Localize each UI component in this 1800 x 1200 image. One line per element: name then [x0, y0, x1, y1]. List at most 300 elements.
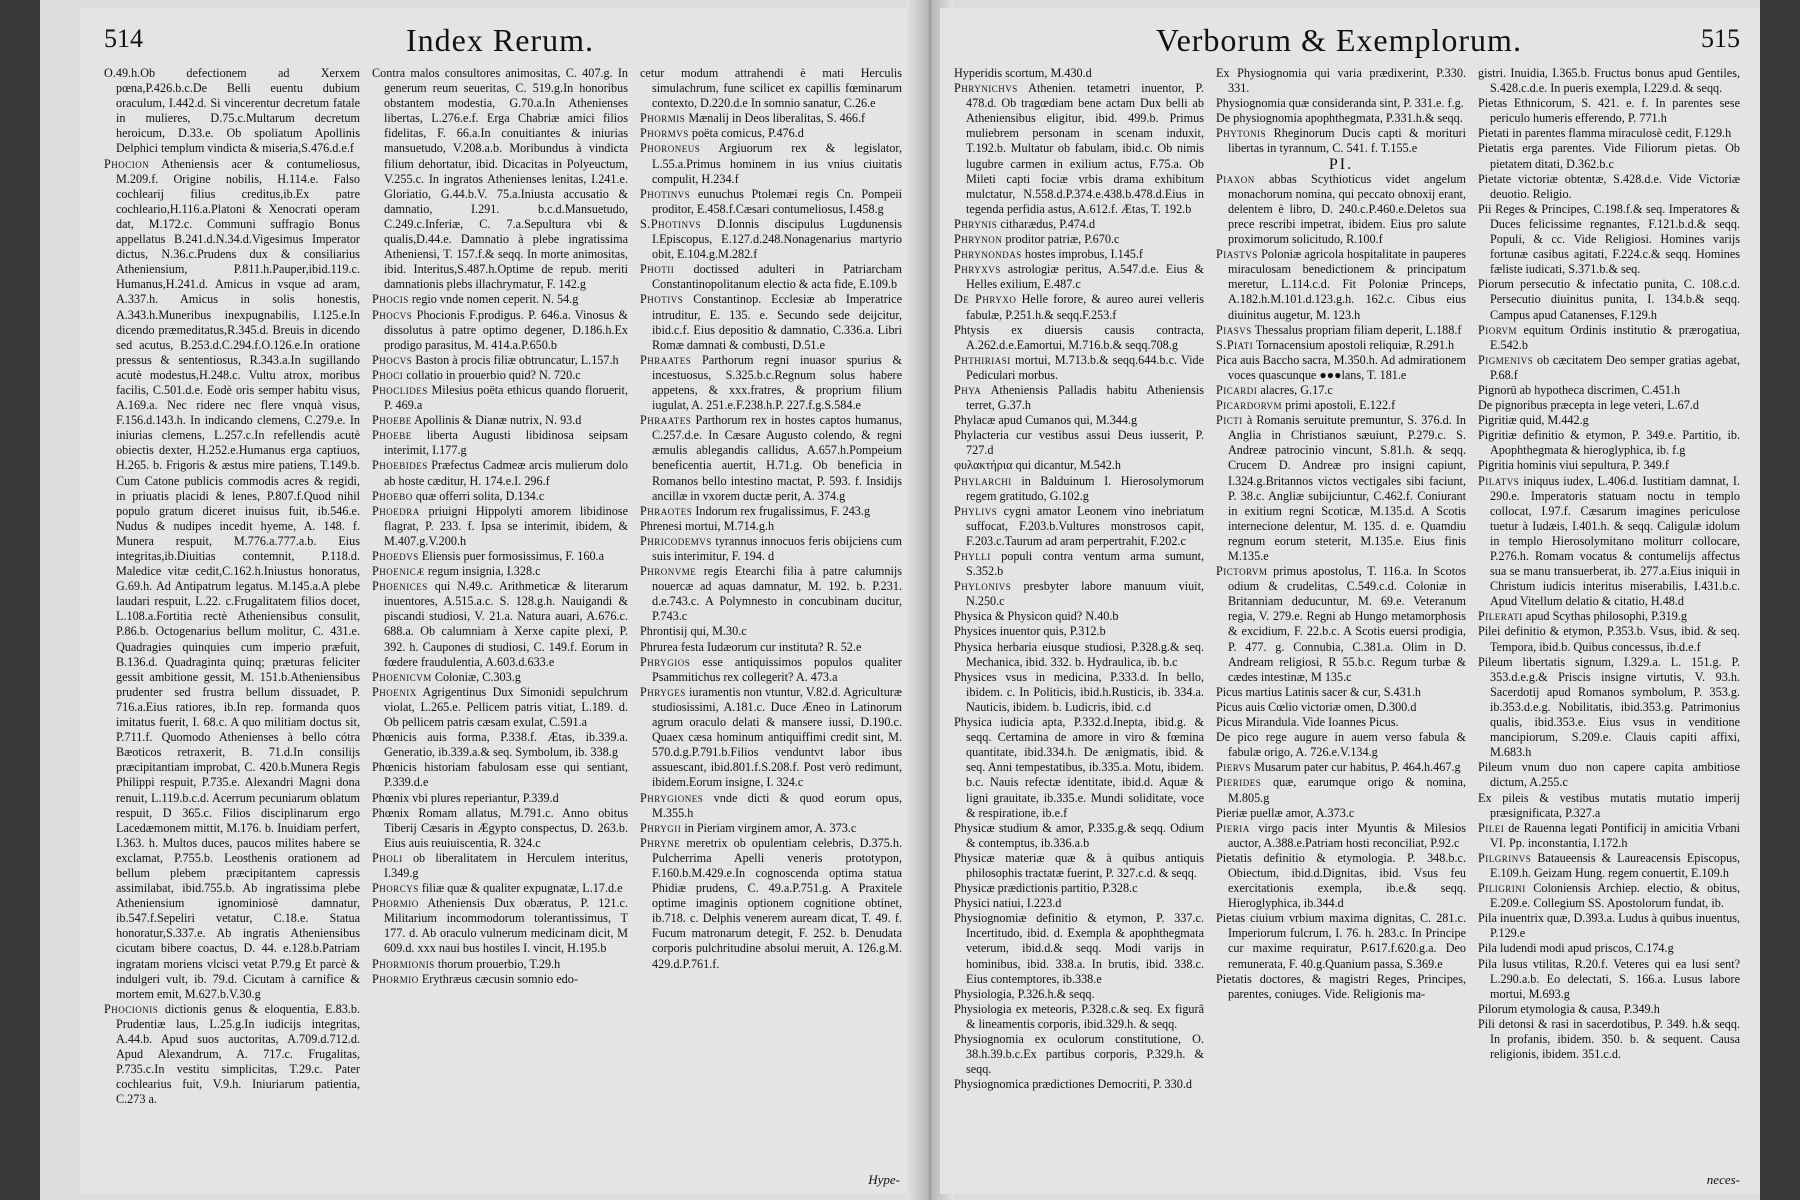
entry-headword: Piaxon [1216, 171, 1255, 186]
entry-text: φυλακτήρια qui dicantur, M.542.h [954, 458, 1122, 473]
right-page-header [940, 22, 1760, 62]
index-entry [954, 428, 1204, 458]
entry-headword: Phorcys [372, 881, 419, 896]
index-entry [954, 383, 1204, 413]
index-entry [1216, 383, 1466, 398]
entry-text: Phylacæ apud Cumanos qui, M.344.g [954, 413, 1138, 428]
index-entry [372, 957, 628, 972]
entry-text: Phtysis ex diuersis causis contracta, A.262.d.e.Eamortui, M.716.b.& seqq.708.g [954, 322, 1204, 352]
entry-text: Pileum vnum duo non capere capita ambitiose dictum, A.255.c [1478, 760, 1740, 790]
entry-text: collatio in prouerbio quid? N. 720.c [403, 367, 581, 382]
entry-headword: Pholi [372, 850, 403, 865]
entry-headword: Phoebe [372, 413, 412, 428]
entry-headword: Pilei [1478, 820, 1505, 835]
entry-text: regis Etearchi filia à patre calumnijs nouercæ ad aquas damnatur, M. 192. b. P.231. d.e.743.c. A Polymnesto in concubinam ducitur, P.743.c [652, 564, 902, 624]
index-entry [372, 896, 628, 956]
entry-text: iuramentis non vtuntur, V.82.d. Agriculturæ studiosissimi, A.181.c. Duce Æneo in Latinorum agrum oraculo delati & mansere iussi, D.190.c. Quaex cæsa hominum antiquiffimi credit sint, M. 570.d.g.P.791.b.Filios venduntvt labor ibus assuescant, ibid.801.f.S.208.f. Post verò redimunt, ibidem.Eorum insigne, I. 324.c [652, 684, 902, 790]
entry-text: Phœnix vbi plures reperiantur, P.339.d [372, 790, 559, 805]
entry-text: Eliensis puer formosissimus, F. 160.a [418, 549, 604, 563]
entry-headword: Photivs [640, 292, 684, 307]
index-entry [1216, 111, 1466, 126]
entry-text: citharædus, P.474.d [997, 216, 1096, 231]
entry-headword: Phrygiones [640, 790, 704, 805]
entry-headword: Piervs [1216, 760, 1252, 775]
entry-text: Pila ludendi modi apud priscos, C.174.g [1478, 941, 1674, 956]
entry-headword: Pilatvs [1478, 473, 1520, 488]
index-entry [372, 851, 628, 881]
entry-text: gistri. Inuidia, I.365.b. Fructus bonus apud Gentiles, S.428.c.d.e. In pueris exempla, I.229.d. & seqq. [1478, 66, 1740, 96]
index-entry [1478, 851, 1740, 881]
index-entry [1216, 972, 1466, 1002]
entry-text: Bataueensis & Laureacensis Episcopus, E.109.h. Geizam Hung. regem conuertit, E.109.h [1490, 850, 1740, 880]
entry-headword: Piastvs [1216, 247, 1258, 262]
entry-text: De physiognomia apophthegmata, P.331.h.& seqq. [1216, 111, 1463, 126]
entry-text: in Pieriam virginem amor, A. 373.c [681, 820, 857, 835]
index-entry [954, 81, 1204, 217]
entry-headword: Piligrini [1478, 881, 1526, 896]
index-entry [1478, 277, 1740, 322]
entry-text: Phocionis F.prodigus. P. 646.a. Vinosus & dissolutus à patre optimo degener, D.186.h.Ex prodigo parasitus, M. 414.a.P.650.b [384, 307, 628, 352]
index-entry [372, 368, 628, 383]
entry-text: Physiologia, P.326.h.& seqq. [954, 986, 1095, 1001]
entry-headword: Phya [954, 382, 982, 397]
index-entry [1216, 911, 1466, 971]
entry-headword: Phoroneus [640, 141, 701, 156]
entry-headword: Phylivs [954, 503, 998, 518]
index-column [1478, 66, 1740, 1062]
entry-text: Phœnix Romam allatus, M.791.c. Anno obitus Tiberij Cæsaris in Ægypto conspectus, D. 263.b. Eius auis reuiuiscentia, R. 324.c [372, 805, 628, 850]
entry-text: Picus martius Latinis sacer & cur, S.431.h [1216, 684, 1421, 699]
entry-text: Pigritia hominis viui sepultura, P. 349.f [1478, 458, 1669, 473]
entry-text: alacres, G.17.c [1257, 382, 1333, 397]
index-entry [1216, 564, 1466, 685]
index-entry [1216, 323, 1466, 338]
index-column [640, 66, 902, 972]
entry-text: Pii Reges & Principes, C.198.f.& seq. Imperatores & Duces felicissime regnantes, F.121.b.d.& seqq. Populi, & cc. Vide Religiosi. Homines varijs fortunæ casibus agitati, F.224.c.& seqq. Homines fæliste iudicati, S.371.b.& seq. [1478, 201, 1740, 277]
index-entry [1478, 881, 1740, 911]
entry-headword: Piasvs [1216, 322, 1252, 337]
entry-text: iniquus iudex, L.406.d. Iustitiam damnat, I. 290.e. Imperatoris statuam noctu in templo collocat, I.97.f. Cæsarum imagines periculose tuetur à Iudæis, I.401.h. & seqq. Caligulæ idolum in templo Hierosolymitano moliturr collocare, P.276.h. Romam vocatus & contumelijs affectus sua se manu transuerberat, ib. 277.a.Eius iniquii in Christum iudicis interitus miserabilis, I.431.b.c. Apud Vitellum delatio & citatio, H.48.d [1490, 473, 1740, 609]
index-entry [1478, 458, 1740, 473]
entry-text: liberta Augusti libidinosa seipsam interimit, I.177.g [384, 428, 628, 458]
entry-text: Atheniensis Palladis habitu Atheniensis terret, G.37.h [966, 382, 1204, 413]
entry-text: Pietas ciuium vrbium maxima dignitas, C. 281.c. Imperiorum fulcrum, I. 76. h. 283.c. In Principe cur maxime requiratur, P.617.f.620.g.a. Deo remunerata, F. 40.g.Quanium passa, S.369.e [1216, 911, 1466, 971]
index-entry [372, 685, 628, 730]
index-entry [1216, 806, 1466, 821]
entry-text: Pila lusus vtilitas, R.20.f. Veteres qui ea lusi sent? L.290.a.b. Eo delectati, S. 166.a. Lusus labore mortui, M.693.g [1478, 956, 1740, 1001]
entry-text: Picus Mirandula. Vide Ioannes Picus. [1216, 715, 1399, 730]
index-entry [640, 640, 902, 655]
entry-text: filiæ quæ & qualiter expugnatæ, L.17.d.e [418, 881, 623, 896]
entry-text: Apollinis & Dianæ nutrix, N. 93.d [411, 413, 582, 428]
entry-text: Hyperidis scortum, M.430.d [954, 66, 1092, 80]
index-entry [1478, 141, 1740, 171]
entry-text: Piorum persecutio & infectatio punita, C. 108.c.d. Persecutio diuinitus punita, I. 134.b.& seqq. Campus apud Catanenses, F.129.h [1478, 277, 1740, 322]
entry-headword: Phrynondas [954, 247, 1022, 262]
page-number: 515 [1701, 24, 1740, 53]
entry-text: Parthorum rex in hostes captos humanus, C.257.d.e. In Cæsare Augusto colendo, & regni æmulis ablegandis callidus, A.657.h.Pompeium beneficentia auertit, H.71.g. Ob beneficia in Romanos bello intestino mactat, P. 593. f. Insidijs ancillæ in vxorem ductæ perit, A. 374.g [652, 413, 902, 503]
entry-headword: Photinvs [640, 186, 691, 201]
entry-text: Athenien. tetametri inuentor, P. 478.d. Ob tragœdiam bene actam Dux belli ab Atheniensibus eligitur, ibid. 499.b. Primus muliebrem personam in scenam induxit, T.192.b. Multatur ob fabulam, ibid.c. Ob nimis lugubre carmen in exilium actus, F.75.a. Ob Mileti capti fociæ vrbis drama exhibitum mulctatur, N.558.d.P.374.e.438.b.478.d.Eius in tegenda perfidia astus, A.612.f. Ætas, T. 192.b [966, 81, 1204, 216]
entry-text: Phœnicis historiam fabulosam esse qui sentiant, P.339.d.e [372, 760, 628, 790]
entry-text: presbyter labore manuum viuit, N.250.c [966, 579, 1204, 609]
index-entry [1478, 66, 1740, 96]
index-entry [1478, 96, 1740, 126]
index-entry [954, 474, 1204, 504]
index-entry [1478, 911, 1740, 941]
entry-text: Pili detonsi & rasi in sacerdotibus, P. 349. h.& seqq. In profanis, ibidem. 350. b. & sequent. Causa religionis, ibidem. 351.c.d. [1478, 1016, 1740, 1062]
entry-text: Phrurea festa Iudæorum cur instituta? R. 52.e [640, 639, 862, 654]
entry-text: Contra malos consultores animositas, C. 407.g. In generum reum seueritas, C. 519.g.In honoribus obstantem modestia, G.70.a.In Athenienses libertas, L.276.e.f. Erga Chabriæ amici filios fidelitas, F. 66.a.In conuitiantes & iniurias mansuetudo, V.208.a.b. Moribundus à vindicta filium dehortatur, ibid. Dicacitas in Polyeuctum, V.255.c. In ingratos Athenienses lenitas, I.241.e. Gloriatio, G.44.b.V. 75.a.Iniusta accusatio & damnatio, I.291. b.c.d.Mansuetudo, C.249.c.Inferiæ, C. 7.a.Sepultura vbi & qualis,D.44.e. Damnatio à plebe ingratissima Atheniensi, T. 157.f.& seqq. In morte animositas, ibid. Interitus,S.487.h.Optime de repub. meriti damnationis plebs illachrymatur, F. 142.g [372, 66, 628, 292]
entry-text: populi contra ventum arma sumunt, S.352.b [966, 549, 1204, 579]
index-entry [1216, 821, 1466, 851]
index-entry [954, 549, 1204, 579]
index-entry [372, 489, 628, 504]
entry-text: Tornacensium apostoli reliquiæ, R.291.h [1253, 337, 1455, 352]
catchword: neces- [1706, 1172, 1740, 1187]
entry-text: ob liberalitatem in Herculem interitus, I.349.g [384, 850, 628, 880]
entry-headword: Phocvs [372, 352, 413, 367]
index-entry [372, 504, 628, 549]
entry-headword: Phoedvs [372, 549, 419, 563]
entry-headword: Phocion [104, 156, 150, 171]
entry-headword: Phormvs [640, 126, 689, 141]
book-spread [40, 0, 1760, 1200]
entry-headword: Picardi [1216, 382, 1258, 397]
index-entry [372, 972, 628, 987]
index-entry [372, 428, 628, 458]
entry-text: thorum prouerbio, T.29.h [434, 956, 561, 971]
entry-headword: Phryges [640, 684, 686, 699]
entry-headword: Phoedra [372, 503, 420, 518]
entry-text: esse antiquissimos populos qualiter Psammitichus rex collegerit? A. 473.a [652, 654, 902, 684]
index-entry [372, 66, 628, 292]
left-page [80, 8, 920, 1194]
index-entry [640, 141, 902, 186]
index-entry [640, 187, 902, 217]
entry-headword: Phormis [640, 111, 686, 126]
entry-text: O.49.h.Ob defectionem ad Xerxem pœna,P.426.b.c.De Belli euentu dubium oraculum, I.442.d. Si vincerentur decretum fatale in mulieres, D.75.c.Multarum decretum heroicum, D.33.e. Ob spoliatum Apollinis Delphici templum vindicta & miseria,S.476.d.e.f [104, 66, 360, 156]
entry-text: cetur modum attrahendi è mati Herculis simulachrum, fune scilicet ex capillis fœminarum contexto, D.220.d.e In somnio sanatur, C.26.e [640, 66, 902, 111]
index-entry [372, 760, 628, 790]
entry-text: Physiologia ex meteoris, P.328.c.& seq. Ex figurâ & lineamentis corporis, ibid.329.h. & seqq. [954, 1001, 1204, 1031]
entry-headword: Phrynon [954, 232, 1003, 247]
index-column [372, 66, 628, 987]
entry-text: quæ, earumque origo & nomina, M.805.g [1228, 775, 1466, 805]
entry-text: Pigritiæ quid, M.442.g [1478, 413, 1589, 428]
index-entry [1478, 323, 1740, 353]
index-entry [954, 323, 1204, 353]
index-column [104, 66, 360, 1107]
index-entry [954, 579, 1204, 609]
index-entry [372, 458, 628, 488]
entry-text: Indorum rex frugalissimus, F. 243.g [692, 503, 871, 518]
index-entry [1478, 941, 1740, 956]
index-entry [1478, 609, 1740, 624]
index-entry [954, 624, 1204, 639]
entry-headword: Picti [1216, 413, 1243, 428]
entry-text: Physica iudicia apta, P.332.d.Inepta, ibid.g. & seqq. Certamina de amore in viro & fœmina quantitate, ibid.334.h. De ænigmatis, ibid. & seq. Anni tempestatibus, ib.335.a. Motu, ibidem. b.c. Nauis refectæ identitate, ibid.d. Aquæ & ligni grauitate, ib.335.e. Mundi soliditate, voce & respiratione, ib.e.f [954, 715, 1204, 820]
entry-text: equitum Ordinis institutio & prærogatiua, E.542.b [1490, 322, 1740, 352]
entry-headword: Phytonis [1216, 126, 1267, 141]
entry-text: regio vnde nomen ceperit. N. 54.g [408, 292, 579, 307]
right-page [940, 8, 1760, 1194]
index-entry [954, 217, 1204, 232]
entry-headword: De Phryxo [954, 292, 1017, 307]
entry-text: qui N.49.c. Arithmeticæ & literarum inuentores, A.515.a.c. S. 128.g.h. Nauigandi & piscandi studiosi, V. 21.a. Natura auari, A.676.c. 688.a. Ob calumniam à Xerxe capite plexi, P. 392. h. Caupones di studiosi, C. 149.f. Eorum in fœdere fraudulentia, A.603.d.633.e [384, 579, 628, 669]
index-entry [372, 383, 628, 413]
entry-text: Pietate victoriæ obtentæ, S.428.d.e. Vide Victoriæ deuotio. Religio. [1478, 171, 1740, 201]
index-entry [1216, 96, 1466, 111]
entry-headword: Phoebo [372, 488, 413, 503]
index-column [954, 66, 1204, 1092]
entry-text: Parthorum regni inuasor spurius & incestuosus, S.325.b.c.Regnum solus habere appetens, & xxx.fratres, & proprium filium iugulat, A. 251.e.F.238.h.P. 227.f.g.S.584.e [652, 352, 902, 413]
entry-text: primus apostolus, T. 116.a. In Scotos odium & crudelitas, C.549.c.d. Coloniæ in Britanniam deducuntur, M. 69.e. Veteranum regia, V. 279.e. Regni ab Hungo metamorphosis & excidium, F. 22.b.c. A Scotis euersi prodigia, P. 477. g. Connubia, C.381.a. Olim in D. Andream religiosi, R 55.b.c. Regum turbæ & cædes intestinæ, M 135.c [1228, 564, 1466, 684]
page-number: 514 [104, 24, 143, 53]
running-title: Index Rerum. [406, 22, 594, 58]
entry-headword: Pilgrinvs [1478, 850, 1532, 865]
entry-headword: Phrynichvs [954, 81, 1018, 96]
index-entry [954, 609, 1204, 624]
entry-text: regum insignia, I.328.c [424, 564, 541, 579]
left-page-header [80, 22, 920, 62]
index-entry [640, 217, 902, 262]
entry-text: Coloniensis Archiep. electio, & obitus, E.209.e. Collegium SS. Apostolorum fundat, ib. [1490, 881, 1740, 911]
entry-text: abbas Scythioticus videt angelum monachorum nomina, qui peccato obnoxij erant, delentem è libro, D. 240.c.P.460.e.Deletos sua prece rescribi impetrat, ibidem. Eius pro salute proximorum solicitudo, R.100.f [1228, 171, 1466, 247]
index-entry [372, 564, 628, 579]
index-entry [1478, 791, 1740, 821]
index-entry [640, 353, 902, 413]
entry-text: Pigritiæ definitio & etymon, P. 349.e. Partitio, ib. Apophthegmata & hieroglyphica, ib. f.g [1478, 428, 1740, 458]
index-entry [372, 413, 628, 428]
index-entry [954, 413, 1204, 428]
index-entry [1478, 126, 1740, 141]
entry-headword: Phylli [954, 549, 991, 563]
entry-headword: Phoenicvm [372, 669, 432, 684]
entry-text: Musarum pater cur habitus, P. 464.h.467.g [1251, 760, 1461, 775]
index-entry [1216, 760, 1466, 775]
index-entry [1478, 398, 1740, 413]
entry-text: Atheniensis acer & contumeliosus, M.209.f. Origine nobilis, H.114.e. Falso cochlearij filius creditus,ib.Ex patre cochleario,H.116.a.Platoni & Xenocrati operam dat, M.172.c. Communi suffragio Bonus appellatus B.241.d.N.34.d.Vigesimus Imperator dictus, N.36.c.Prudens dux & consiliarius Atheniensium, P.811.h.Pauper,ibid.119.c. Humanus,H.241.d. Amicus in vsque ad aram, A.337.h. Amicus in solis honestis, A.343.h.Muneribus inexpugnabilis, I.125.e.In dicendo præmeditatus,R.345.d. Breuis in dicendo sed acutus, B.253.d.C.294.f.O.126.e.In oratione pressus & sententiosus, R.343.a.In sugillando acutè modestus,H.248.c. Vultu atrox, moribus facilis, C.501.d.e. Eodè oris semper habitu visus, A.169.a. Nec ridere nec flere vnquà visus, F.156.d.143.h. In indicando clemens, C.279.e. In iniurias clemens, L.257.c.In refellendis acutè obiectis dexter, H.252.e.Humanus erga captiuos, H.265. b. Frigoris & æstus mire patiens, T.149.b. Cum Catone publicis commodis acres & regidi, in priuatis placidi & lenes, P.807.f.Quod nihil populo gratum diceret inuisus fuit, ib.546.e. Nudus & nudipes incedit hyeme, A. 148. f. Munera respuit, M.776.a.777.a.b. Eius integritas,ib.Diuitias contemnit, P.118.d. Maledice vitæ cedit,C.162.h.Iniustus honoratus, G.69.h. Ad Antipatrum legatus. M.145.a.A plebe laudari respuit, L.22. c.Frugalitatem filios docet, L.108.a.Fortitia rectè Atheniensibus consulit, P.86.b. Octogenarius bellum molitur, C. 431.e. Quadragies quinquies cum imperio præfuit, B.136.d. Quadraginta quinq; præturas feliciter gessit ambitione gessit, M. 151.b.Atheniensibus prudenter sed frustra bellum dissuadet, P. 716.a.Eius ratiores, ib.In rep. formanda quos imitatus fuerit, I. 68.c. A quo militiam doctus sit, P.711.f. Quomodo Athenienses à bello cótra Bæoticos retraxerit, B. 71.d.In consilijs præcipitantiam improbat, C. 420.b.Munera Regis Philippi respuit, P.735.e. Alexandri Magni dona renuit, L.119.b.c.d. Acerrum pecuniarum oblatum respuit, D 365.c. Filios disciplinarum ergo Lacedæmonem mittit, M.176. b. Inuidiam perfert, I.363. h. Multos duces, paucos milites habere se exclamat, P.755.b. Leosthenis orationem ad bellum plebem præcipitantem capressis assimilabat, ibid.755.b. Ab ingratissima plebe Atheniensium ignominiosè damnatur, ib.547.f.Sepeliri vetatur, C.18.e. Statua honoratur,S.337.e. Ab ingratis Atheniensibus cicutam bibere coactus, D. 44. e.128.b.Patriam ingratam moriens vlcisci vetat P.79.g Et parcè & indulgeri vult, ib. 79.d. Cicutam à carnifice & mortem emit, M.627.b.V.30.g [116, 156, 360, 1001]
entry-text: mortui, M.713.b.& seqq.644.b.c. Vide Pediculari morbus. [966, 352, 1204, 382]
entry-headword: Piorvm [1478, 322, 1518, 337]
entry-text: à Romanis seruitute premuntur, S. 376.d. In Anglia in Christianos sæuiunt, P.279.c. S. Andreæ patrocinio vincunt, S.81.h. & seqq. Crucem D. Andreæ pro insigni capiunt, I.324.g.Britannos victos vectigales sibi faciunt, P. 38.c. Angliæ subijciuntur, C.462.f. Coniurant in exitium regni Scoticæ, M.135.d. A Scotis internecione delentur, M. 135. d. e. Quamdiu regnum eorum steterit, M.135.e. Eius finis M.135.e [1228, 413, 1466, 563]
index-entry [954, 821, 1204, 851]
index-entry [372, 292, 628, 307]
entry-text: Physica herbaria eiusque studiosi, P.328.g.& seq. Mechanica, ibid. 332. b. Hydraulica, ib. b.c [954, 639, 1204, 669]
entry-text: dictionis genus & eloquentia, E.83.b. Prudentiæ laus, L.25.g.In iudicijs integritas, A.44.b. Apud suos auctoritas, A.709.d.712.d. Apud Alexandrum, A. 717.c. Frugalitas, P.735.c.In vestitu simplicitas, T.29.c. Pater cochlearius fuit, V.9.h. Iniuriarum patientia, C.273 a. [116, 1001, 360, 1107]
entry-headword: Phoenix [372, 684, 417, 699]
entry-text: Physicæ materiæ quæ & à quibus antiquis philosophis tractatæ fuerint, P. 327.c.d. & seqq. [954, 850, 1204, 880]
entry-text: Pilorum etymologia & causa, P.349.h [1478, 1001, 1660, 1016]
index-entry [954, 896, 1204, 911]
index-entry [640, 624, 902, 639]
entry-text: Phrenesi mortui, M.714.g.h [640, 518, 775, 533]
index-entry [640, 504, 902, 519]
entry-headword: Phoenices [372, 579, 428, 594]
entry-text: De pico rege augure in auem verso fabula & fabulæ origo, A. 726.e.V.134.g [1216, 730, 1466, 760]
entry-text: primi apostoli, E.122.f [1282, 398, 1396, 413]
index-entry [104, 157, 360, 1002]
index-entry [1216, 730, 1466, 760]
entry-text: Agrigentinus Dux Simonidi sepulchrum violat, L.265.e. Pellicem patris vitiat, L.189. d. Ob pellicem patris cæsam exulat, C.591.a [384, 684, 628, 730]
entry-text: Physicæ prædictionis partitio, P.328.c [954, 881, 1138, 896]
entry-headword: Phthiriasi [954, 352, 1011, 367]
entry-headword: Photii [640, 262, 675, 277]
entry-text: Physices vsus in medicina, P.333.d. In bello, ibidem. c. In Politicis, ibid.h.Rusticis, ib. 334.a. Nauticis, ibidem. b. Ludicris, ibid. c.d [954, 669, 1204, 714]
entry-headword: Phrynis [954, 216, 998, 231]
entry-text: Argiuorum rex & legislator, L.55.a.Primus hominem in ius vnius ciuitatis compulit, H.234.f [652, 141, 902, 186]
index-entry [640, 685, 902, 791]
entry-text: Physiognomica prædictiones Democriti, P. 330.d [954, 1077, 1192, 1092]
index-entry [1478, 474, 1740, 610]
index-entry [954, 987, 1204, 1002]
entry-text: Poloniæ agricola hospitalitate in pauperes miraculosam benedictionem & principatum meretur, L.114.c.d. Fit Poloniæ Princeps, A.182.h.M.101.d.123.g.h. 162.c. Cibus eius diuinitus augetur, M. 123.h [1228, 247, 1466, 322]
entry-text: Pica auis Baccho sacra, M.350.h. Ad admirationem voces quascunque ●●●lans, T. 181.e [1216, 352, 1466, 382]
index-entry [1216, 353, 1466, 383]
entry-text: Physiognomia ex oculorum constitutione, O. 38.h.39.b.c.Ex partibus corporis, P.329.h. & seqq. [954, 1032, 1204, 1077]
entry-text: Pilei definitio & etymon, P.353.b. Vsus, ibid. & seq. Tempora, ibid.b. Quibus concessus, ib.d.e.f [1478, 624, 1740, 654]
running-title: Verborum & Exemplorum. [1156, 22, 1522, 58]
index-entry [640, 292, 902, 352]
entry-headword: Phoebides [372, 458, 428, 473]
index-entry [954, 292, 1204, 322]
index-entry [1478, 353, 1740, 383]
index-entry [1216, 66, 1466, 96]
entry-text: Physiognomiæ definitio & etymon, P. 337.c. Incertitudo, ibid. d. Exempla & apophthegmata veterum, ibid.d.& seqq. Modi varijs in hominibus, ibid. 338.a. In brutis, ibid. 338.c. Eius contemptores, ib.338.e [954, 911, 1204, 986]
entry-text: Atheniensis Dux obæratus, P. 121.c. Militarium incommodorum tolerantissimus, T 177. d. Ab oraculo vulnerum medicinam dicit, M 609.d. xxx naui bus hostiles I. vincit, H.195.b [384, 896, 628, 956]
index-entry [1478, 1017, 1740, 1062]
entry-text: Physica & Physicon quid? N.40.b [954, 609, 1119, 624]
entry-text: Physices inuentor quis, P.312.b [954, 624, 1106, 639]
index-entry [954, 1077, 1204, 1092]
entry-headword: Phormio [372, 971, 419, 986]
index-entry [640, 534, 902, 564]
entry-headword: Phryxvs [954, 262, 1001, 277]
index-entry [640, 262, 902, 292]
index-entry [954, 262, 1204, 292]
index-entry [954, 640, 1204, 670]
index-entry [1216, 126, 1466, 156]
entry-text: Physici natiui, I.223.d [954, 896, 1062, 911]
index-entry [954, 911, 1204, 986]
entry-text: Baston à procis filiæ obtruncatur, L.157.h [412, 352, 619, 367]
entry-text: Erythræus cæcusin somnio edo- [418, 971, 578, 986]
entry-text: Mænalij in Deos liberalitas, S. 466.f [685, 111, 866, 126]
entry-headword: Phoebe [372, 428, 412, 443]
entry-text: doctissed adulteri in Patriarcham Constantinopolitanum electio & acta fide, E.109.b [652, 262, 902, 292]
entry-headword: Pierides [1216, 775, 1262, 790]
entry-headword: Pieria [1216, 820, 1250, 835]
entry-headword: Phylarchi [954, 473, 1012, 488]
index-entry [954, 66, 1204, 81]
entry-text: cygni amator Leonem vino inebriatum suffocat, F.203.b.Vultures monstrosos capit, F.203.c.Taurum ad aram perpertrahit, F.202.c [966, 503, 1204, 548]
entry-text: de Rauenna legati Pontificij in amicitia Vrbani VI. Pp. inconstantia, I.172.h [1490, 820, 1740, 850]
index-entry [1478, 383, 1740, 398]
entry-headword: Phraates [640, 413, 692, 428]
entry-text: Pignorū ab hypotheca discrimen, C.451.h [1478, 382, 1681, 397]
entry-text: apud Scythas philosophi, P.319.g [1522, 609, 1687, 624]
index-entry [1216, 700, 1466, 715]
entry-text: meretrix ob opulentiam celebris, D.375.h. Pulcherrima Apelli veneris prototypon, F.160.b.M.429.e.In cognoscenda optima statua Phidiæ prudens, C. 49.a.P.751.g. A Praxitele optime imaginis optionem cognitione obtinet, ib.718. c. Delphis venerem auream dicat, T. 49. f. Fucum matronarum detegit, F. 252. b. Denudata corporis pulchritudine absolui meruit, A. 126.g.M. 429.d.P.761.f. [652, 835, 902, 971]
index-entry [954, 851, 1204, 881]
index-entry [372, 579, 628, 670]
index-entry [1216, 715, 1466, 730]
index-entry [104, 66, 360, 157]
index-entry [954, 1032, 1204, 1077]
entry-text: priuigni Hippolyti amorem libidinose flagrat, P. 233. f. Ipsa se interimit, ibidem, & M.407.g.V.200.h [384, 503, 628, 548]
index-entry [1478, 202, 1740, 277]
entry-text: quæ offerri solita, D.134.c [412, 488, 545, 503]
entry-text: D.Ionnis discipulus Lugdunensis I.Episcopus, E.127.d.248.Nonagenarius martyrio obit, E.104.g.M.282.f [652, 216, 902, 262]
entry-headword: Phrygii [640, 820, 682, 835]
entry-text: Pietatis erga parentes. Vide Filiorum pietas. Ob pietatem ditati, D.362.b.c [1478, 141, 1740, 171]
index-entry [1216, 247, 1466, 322]
index-entry [640, 791, 902, 821]
entry-text: Pieriæ puellæ amor, A.373.c [1216, 805, 1355, 820]
index-entry [954, 670, 1204, 715]
entry-headword: Phoenicæ [372, 564, 425, 579]
index-entry [640, 821, 902, 836]
entry-headword: Phormio [372, 896, 419, 911]
index-entry [372, 881, 628, 896]
entry-headword: S.Piati [1216, 337, 1254, 352]
index-entry [1216, 775, 1466, 805]
entry-headword: Phraotes [640, 503, 693, 518]
index-entry [1478, 624, 1740, 654]
entry-text: Pileum libertatis signum, I.329.a. L. 151.g. P. 353.d.e.g.& Priscis insigne virtutis, V. 93.h. Sacerdotij apud Romanos symbolum, P. 353.g. ib.353.d.e.g. Nobilitatis, ibid.353.g. Patrimonius qualis, ibid.353.e. Eius vsus in venditione mancipiorum, S.209.e. Clauis capiti affixi, M.683.h [1478, 654, 1740, 760]
index-entry [372, 353, 628, 368]
index-entry [1478, 760, 1740, 790]
index-entry [640, 519, 902, 534]
entry-headword: Phrygios [640, 654, 691, 669]
index-entry [1478, 655, 1740, 761]
index-entry [372, 806, 628, 851]
index-entry [640, 126, 902, 141]
entry-text: ob cæcitatem Deo semper gratias agebat, P.68.f [1490, 352, 1740, 382]
entry-text: Physiognomia quæ consideranda sint, P. 331.e. f.g. [1216, 96, 1464, 111]
index-entry [954, 881, 1204, 896]
index-entry [1216, 398, 1466, 413]
index-column [1216, 66, 1466, 1002]
entry-headword: Phricodemvs [640, 533, 712, 548]
entry-headword: Phocis [372, 292, 409, 307]
index-entry [1216, 413, 1466, 564]
index-entry [1216, 338, 1466, 353]
index-entry [1478, 428, 1740, 458]
entry-text: Pietatis doctores, & magistri Reges, Principes, parentes, coniuges. Vide. Religionis ma- [1216, 971, 1466, 1001]
entry-text: Physicæ studium & amor, P.335.g.& seqq. Odium & contemptus, ib.336.a.b [954, 820, 1204, 850]
entry-text: Coloniæ, C.303.g [431, 669, 521, 684]
index-entry [1478, 1002, 1740, 1017]
index-entry [1478, 821, 1740, 851]
index-entry [1478, 957, 1740, 1002]
entry-headword: S.Photinvs [640, 216, 702, 231]
index-entry [640, 564, 902, 624]
entry-headword: Pigmenivs [1478, 352, 1534, 367]
entry-headword: Phoci [372, 367, 404, 382]
entry-headword: Phocvs [372, 307, 413, 322]
entry-headword: Picardorvm [1216, 398, 1283, 413]
section-heading: PI. [1328, 155, 1354, 173]
entry-text: Ex Physiognomia qui varia prædixerint, P.330. 331. [1216, 66, 1466, 96]
entry-text: Pietatis definitio & etymologia. P. 348.b.c. Obiectum, ibid.d.Dignitas, ibid. Vsus feu exercitationis exempla, ib.e.& seqq. Hieroglyphica, ib.344.d [1216, 850, 1466, 911]
entry-text: vnde dicti & quod eorum opus, M.355.h [652, 790, 902, 820]
index-entry [640, 655, 902, 685]
entry-headword: Phylonivs [954, 579, 1012, 594]
index-entry [1216, 851, 1466, 911]
entry-text: virgo pacis inter Myuntis & Milesios auctor, A.388.e.Patriam hosti reconciliat, P.92.c [1228, 820, 1466, 850]
